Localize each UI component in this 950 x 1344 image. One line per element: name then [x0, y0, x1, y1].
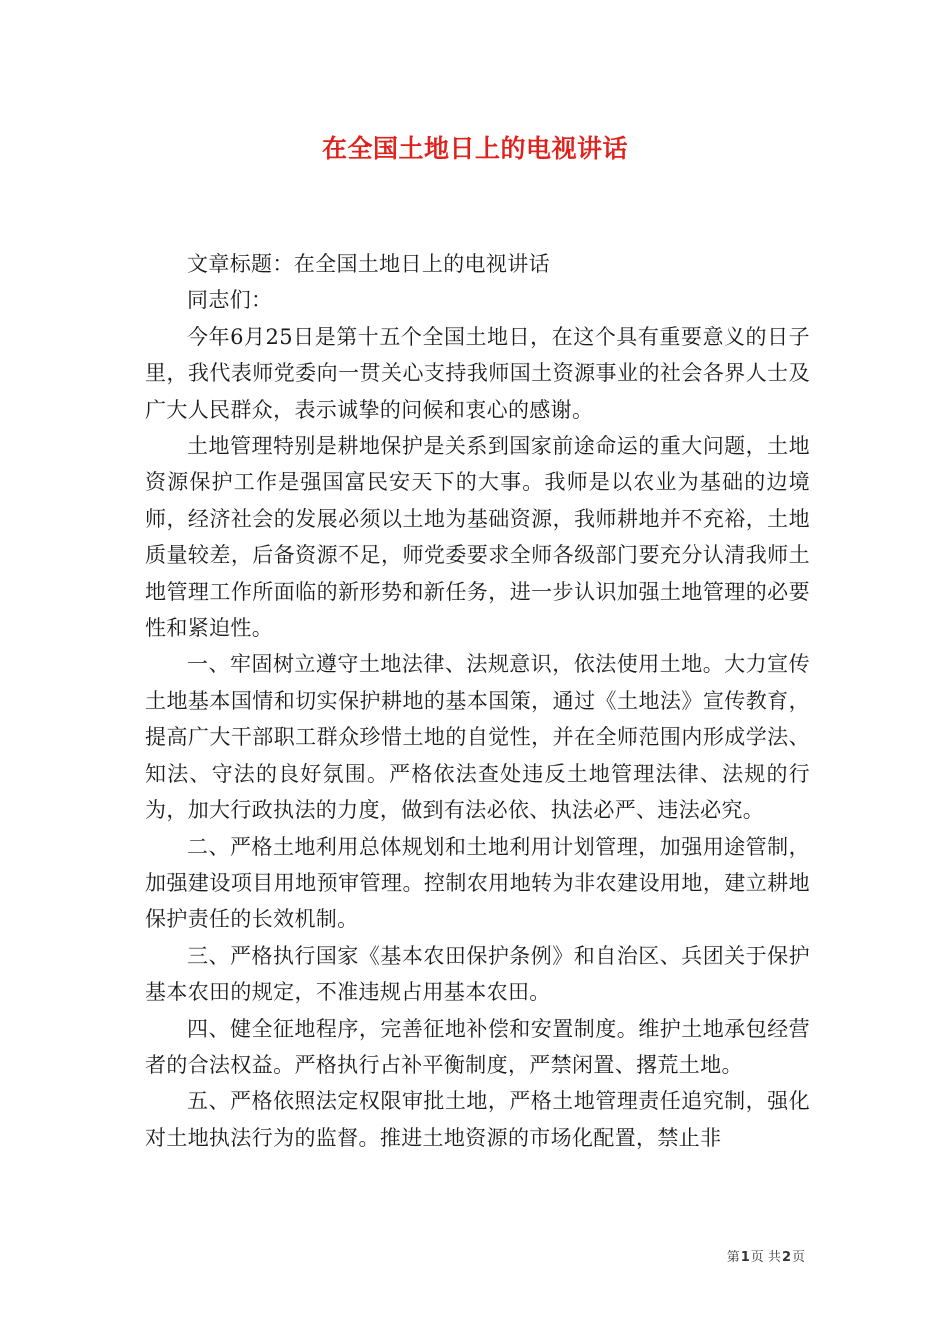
paragraph-salutation: 同志们： [187, 288, 273, 313]
paragraph-article-title: 文章标题：在全国土地日上的电视讲话 [187, 252, 550, 276]
paragraph-point-five: 五、严格依照法定权限审批土地，严格土地管理责任追究制，强化对土地执法行为的监督。推进土地资源的市场化配置，禁止非 [145, 1089, 810, 1150]
document-title: 在全国土地日上的电视讲话 [321, 134, 628, 163]
footer-prefix: 第 [726, 1250, 740, 1265]
paragraph-point-three: 三、严格执行国家《基本农田保护条例》和自治区、兵团关于保护基本农田的规定，不准违规占用基本农田。 [145, 943, 810, 1005]
paragraph-point-two: 二、严格土地利用总体规划和土地利用计划管理，加强用途管制，加强建设项目用地预审管理。控制农用地转为非农建设用地，建立耕地保护责任的长效机制。 [145, 834, 810, 932]
footer-middle: 页 共 [750, 1250, 781, 1265]
footer-total-pages: 2 [781, 1250, 791, 1265]
document-body [145, 246, 810, 1156]
paragraph-intro: 今年6月25日是第十五个全国土地日，在这个具有重要意义的日子里，我代表师党委向一贯关心支持我师国土资源事业的社会各界人士及广大人民群众，表示诚挚的问候和衷心的感谢。 [145, 324, 810, 422]
footer-current-page: 1 [740, 1250, 750, 1265]
paragraph-point-one: 一、牢固树立遵守土地法律、法规意识，依法使用土地。大力宣传土地基本国情和切实保护耕地的基本国策，通过《土地法》宣传教育，提高广大干部职工群众珍惜土地的自觉性，并在全师范围内形成学法、知法、守法的良好氛围。严格依法查处违反土地管理法律、法规的行为，加大行政执法的力度，做到有法必依、执法必严、违法必究。 [145, 652, 810, 823]
footer-suffix: 页 [791, 1250, 805, 1265]
paragraph-point-four: 四、健全征地程序，完善征地补偿和安置制度。维护土地承包经营者的合法权益。严格执行占补平衡制度，严禁闲置、撂荒土地。 [145, 1016, 810, 1077]
page-number-footer [727, 1246, 805, 1265]
paragraph-land-protection: 土地管理特别是耕地保护是关系到国家前途命运的重大问题，土地资源保护工作是强国富民安天下的大事。我师是以农业为基础的边境师，经济社会的发展必须以土地为基础资源，我师耕地并不充裕，土地质量较差，后备资源不足，师党委要求全师各级部门要充分认清我师土地管理工作所面临的新形势和新任务，进一步认识加强土地管理的必要性和紧迫性。 [145, 434, 810, 641]
